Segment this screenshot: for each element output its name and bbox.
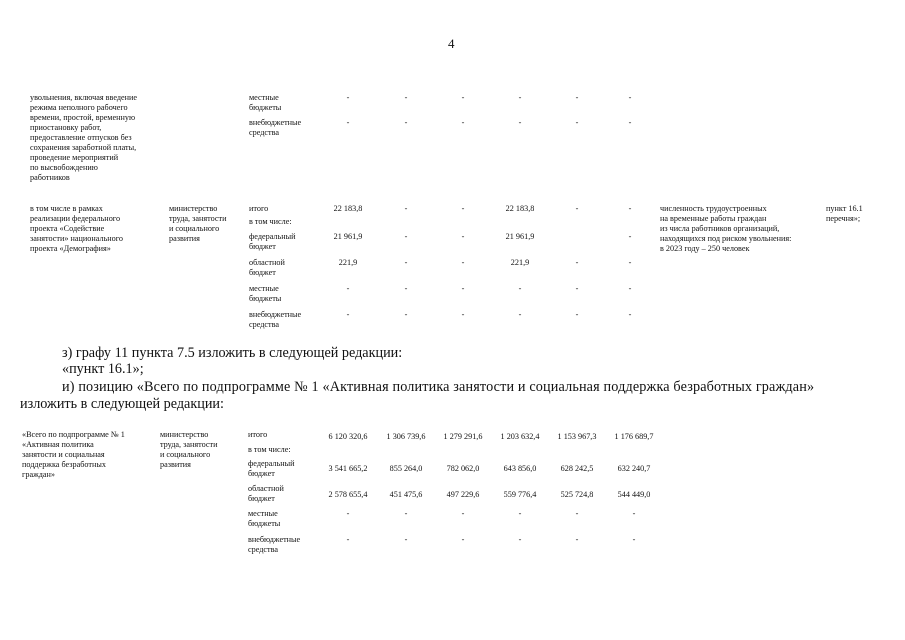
total-line-label: в том числе: [248,445,291,454]
row-b-cell: - [575,310,579,319]
row-b-cell: - [346,284,350,293]
total-line-label: местные бюджеты [248,509,281,528]
row-b-line-label: областной бюджет [249,258,285,277]
row-a-line-label: внебюджетные средства [249,118,302,137]
row-a-cell: - [461,118,465,127]
row-b-cell: - [461,284,465,293]
row-a-line-label: местные бюджеты [249,93,282,112]
total-cell: 1 306 739,6 [386,432,426,441]
row-b-cell: - [628,284,632,293]
total-cell: 628 242,5 [560,464,594,473]
row-a-cell: - [346,93,350,102]
row-b-cell: - [404,204,408,213]
row-a-cell: - [628,93,632,102]
total-cell: 525 724,8 [560,490,594,499]
total-cell: - [632,509,636,518]
row-b-cell: - [404,310,408,319]
row-b-cell: 21 961,9 [333,232,363,241]
total-cell: 643 856,0 [503,464,537,473]
total-cell: 6 120 320,6 [328,432,368,441]
total-line-label: федеральный бюджет [248,459,295,478]
row-b-line-label: внебюджетные средства [249,310,302,329]
row-b-cell: - [575,204,579,213]
total-cell: - [518,509,522,518]
total-cell: - [346,535,350,544]
row-b-executor: министерство труда, занятости и социального развития [169,204,227,243]
total-cell: 544 449,0 [617,490,651,499]
total-cell: - [461,509,465,518]
row-b-cell: - [404,258,408,267]
total-cell: 1 279 291,6 [443,432,483,441]
row-a-cell: - [346,118,350,127]
row-a-cell: - [404,93,408,102]
total-cell: 1 153 967,3 [557,432,597,441]
row-a-cell: - [628,118,632,127]
row-b-line-label: в том числе: [249,217,292,226]
row-a-cell: - [518,118,522,127]
instruction-z: з) графу 11 пункта 7.5 изложить в следующей редакции: [62,345,403,361]
row-b-indicator: численность трудоустроенных на временные работы граждан из числа работников организаций, находящихся под риском увольнения: в 2023 году – 250 человек [660,204,792,253]
row-a-cell: - [461,93,465,102]
total-cell: 855 264,0 [389,464,423,473]
instruction-z-quote: «пункт 16.1»; [62,361,144,377]
total-cell: 559 776,4 [503,490,537,499]
row-b-cell: - [461,310,465,319]
total-line-label: итого [248,430,268,439]
total-cell: 497 229,6 [446,490,480,499]
page-number: 4 [448,36,455,51]
total-cell: - [404,535,408,544]
total-cell: - [575,535,579,544]
total-cell: - [346,509,350,518]
row-b-line-label: итого [249,204,269,213]
row-b-cell: - [346,310,350,319]
row-b-cell: - [518,310,522,319]
total-description: «Всего по подпрограмме № 1 «Активная политика занятости и социальная поддержка безработных граждан» [22,430,125,479]
total-cell: - [632,535,636,544]
total-line-label: внебюджетные средства [248,535,301,554]
row-b-cell: - [461,232,465,241]
total-cell: 451 475,6 [389,490,423,499]
row-b-description: в том числе в рамках реализации федерального проекта «Содействие занятости» национального проекта «Демография» [30,204,124,253]
instruction-i-line1: и) позицию «Всего по подпрограмме № 1 «Активная политика занятости и социальная поддержка безработных граждан» [62,379,815,395]
row-a-cell: - [518,93,522,102]
row-b-cell: - [404,232,408,241]
row-b-cell: - [461,204,465,213]
row-a-cell: - [575,118,579,127]
row-b-cell: - [575,284,579,293]
row-b-cell: - [518,284,522,293]
instruction-i-line2: изложить в следующей редакции: [20,396,224,412]
row-b-cell: 22 183,8 [333,204,363,213]
row-b-cell: - [628,258,632,267]
row-a-cell: - [575,93,579,102]
total-cell: - [518,535,522,544]
row-b-cell: 221,9 [338,258,358,267]
total-cell: 632 240,7 [617,464,651,473]
row-b-reference: пункт 16.1 перечня»; [826,204,863,223]
total-cell: - [575,509,579,518]
row-b-cell: - [461,258,465,267]
total-cell: 2 578 655,4 [328,490,368,499]
row-b-cell: - [628,232,632,241]
total-cell: 782 062,0 [446,464,480,473]
total-cell: - [461,535,465,544]
row-b-cell: - [404,284,408,293]
row-b-line-label: местные бюджеты [249,284,282,303]
total-cell: 1 176 689,7 [614,432,654,441]
row-b-cell: - [575,258,579,267]
row-b-cell: 21 961,9 [505,232,535,241]
row-b-cell: - [628,204,632,213]
row-a-cell: - [404,118,408,127]
total-cell: 1 203 632,4 [500,432,540,441]
total-cell: 3 541 665,2 [328,464,368,473]
total-executor: министерство труда, занятости и социального развития [160,430,218,469]
row-a-description: увольнения, включая введение режима неполного рабочего времени, простой, временную приостановку работ, предоставление отпусков без сохранения заработной платы, проведение мероприятий по высвобождению работников [30,93,138,182]
row-b-cell: 221,9 [510,258,530,267]
row-b-cell: 22 183,8 [505,204,535,213]
row-b-line-label: федеральный бюджет [249,232,296,251]
row-b-cell: - [628,310,632,319]
total-line-label: областной бюджет [248,484,284,503]
total-cell: - [404,509,408,518]
